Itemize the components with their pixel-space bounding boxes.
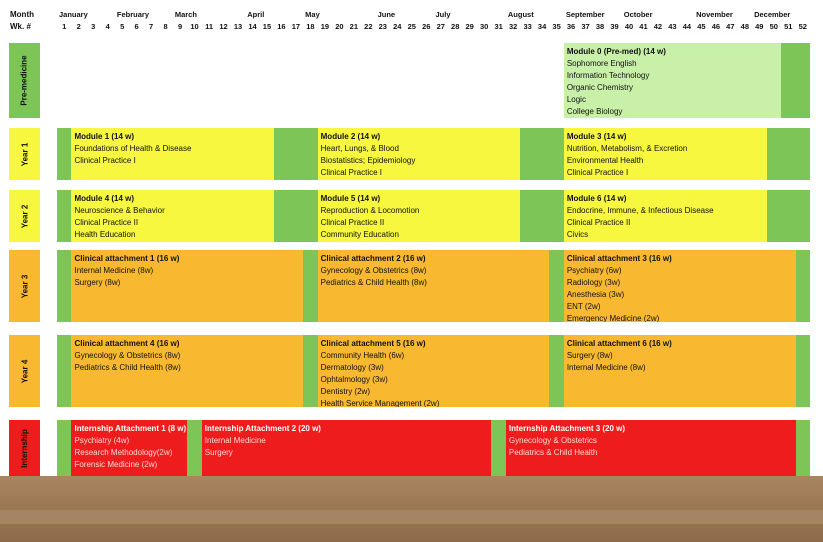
week-number: 31 bbox=[494, 22, 503, 31]
course-block bbox=[71, 250, 303, 322]
block-title: Module 4 (14 w) bbox=[74, 194, 135, 203]
week-number: 20 bbox=[335, 22, 344, 31]
week-number: 35 bbox=[552, 22, 561, 31]
row-label-2 bbox=[9, 190, 40, 242]
block-course: Biostatistics; Epidemiology bbox=[320, 156, 416, 165]
block-course: Clinical Practice I bbox=[566, 168, 629, 177]
week-number: 23 bbox=[378, 22, 387, 31]
break-period bbox=[781, 43, 810, 118]
row-label-3 bbox=[9, 250, 40, 322]
week-number: 29 bbox=[465, 22, 474, 31]
block-title: Module 3 (14 w) bbox=[566, 132, 627, 141]
block-course: College Biology bbox=[566, 107, 623, 116]
week-number: 43 bbox=[668, 22, 677, 31]
week-number: 34 bbox=[537, 22, 547, 31]
block-title: Module 6 (14 w) bbox=[566, 194, 627, 203]
week-number: 51 bbox=[784, 22, 793, 31]
course-block bbox=[202, 420, 492, 476]
block-course: Health Education bbox=[74, 230, 136, 239]
row-label-text: Pre-medicine bbox=[20, 55, 29, 106]
block-course: Gynecology & Obstetrics bbox=[508, 436, 597, 445]
week-number: 28 bbox=[451, 22, 460, 31]
month-label: January bbox=[59, 10, 88, 19]
week-number: 15 bbox=[262, 22, 272, 31]
month-label: September bbox=[565, 10, 605, 19]
block-course: Forensic Medicine (2w) bbox=[74, 460, 158, 469]
block-course: Community Health (6w) bbox=[320, 351, 405, 360]
block-course: Psychiatry (4w) bbox=[74, 436, 130, 445]
week-number: 36 bbox=[566, 22, 576, 31]
block-title: Internship Attachment 1 (8 w) bbox=[74, 424, 187, 433]
break-period bbox=[549, 335, 563, 407]
row-label-5 bbox=[9, 420, 40, 476]
week-number: 30 bbox=[480, 22, 489, 31]
month-label: February bbox=[116, 10, 150, 19]
week-number: 42 bbox=[653, 22, 663, 31]
block-title: Clinical attachment 3 (16 w) bbox=[566, 254, 672, 263]
week-number: 46 bbox=[711, 22, 721, 31]
week-number: 11 bbox=[205, 22, 214, 31]
month-label: August bbox=[507, 10, 534, 19]
week-number: 1 bbox=[62, 22, 67, 31]
break-period bbox=[187, 420, 201, 476]
block-title: Module 5 (14 w) bbox=[320, 194, 381, 203]
ground-strip bbox=[0, 476, 823, 542]
week-number: 24 bbox=[393, 22, 402, 31]
month-label: November bbox=[696, 10, 733, 19]
block-course: Dentistry (2w) bbox=[320, 387, 370, 396]
break-period bbox=[796, 335, 810, 407]
course-block bbox=[71, 420, 187, 476]
course-block bbox=[564, 190, 767, 242]
break-period bbox=[274, 190, 317, 242]
course-block bbox=[71, 128, 274, 180]
week-number: 40 bbox=[624, 22, 634, 31]
week-number: 17 bbox=[291, 22, 301, 31]
break-period bbox=[57, 420, 71, 476]
block-course: Neuroscience & Behavior bbox=[74, 206, 165, 215]
week-number: 38 bbox=[595, 22, 605, 31]
week-number: 27 bbox=[436, 22, 445, 31]
course-block bbox=[71, 190, 274, 242]
course-block bbox=[564, 335, 796, 407]
break-period bbox=[57, 128, 71, 180]
break-period bbox=[520, 190, 563, 242]
course-block bbox=[564, 128, 767, 180]
block-course: Civics bbox=[566, 230, 589, 239]
week-number: 19 bbox=[320, 22, 330, 31]
block-course: Clinical Practice I bbox=[74, 156, 136, 165]
block-title: Module 0 (Pre-med) (14 w) bbox=[566, 47, 666, 56]
week-number: 18 bbox=[306, 22, 315, 31]
week-number: 10 bbox=[190, 22, 199, 31]
week-number: 22 bbox=[364, 22, 373, 31]
break-period bbox=[491, 420, 505, 476]
block-course: Research Methodology(2w) bbox=[74, 448, 173, 457]
break-period bbox=[796, 420, 810, 476]
week-number: 45 bbox=[697, 22, 706, 31]
block-course: Internal Medicine (8w) bbox=[74, 266, 154, 275]
break-period bbox=[57, 190, 71, 242]
block-course: Clinical Practice II bbox=[320, 218, 385, 227]
week-number: 41 bbox=[639, 22, 648, 31]
block-course: Psychiatry (6w) bbox=[566, 266, 622, 275]
break-period bbox=[796, 250, 810, 322]
week-number: 49 bbox=[755, 22, 764, 31]
course-block bbox=[564, 250, 796, 322]
break-period bbox=[303, 250, 317, 322]
week-number: 2 bbox=[76, 22, 81, 31]
month-label: December bbox=[754, 10, 791, 19]
block-course: Nutrition, Metabolism, & Excretion bbox=[566, 144, 688, 153]
week-number: 16 bbox=[277, 22, 286, 31]
block-course: Internal Medicine (8w) bbox=[566, 363, 646, 372]
week-number: 4 bbox=[105, 22, 110, 31]
block-course: Anesthesia (3w) bbox=[566, 290, 625, 299]
block-title: Internship Attachment 3 (20 w) bbox=[508, 424, 626, 433]
week-number: 26 bbox=[422, 22, 431, 31]
block-course: Surgery (8w) bbox=[566, 351, 613, 360]
row-label-1 bbox=[9, 128, 40, 180]
month-label: May bbox=[305, 10, 320, 19]
month-label: October bbox=[623, 10, 653, 19]
week-number: 37 bbox=[581, 22, 590, 31]
block-course: Heart, Lungs, & Blood bbox=[320, 144, 399, 153]
block-course: Logic bbox=[566, 95, 586, 104]
week-number: 3 bbox=[91, 22, 96, 31]
block-course: Clinical Practice II bbox=[566, 218, 631, 227]
course-block bbox=[318, 190, 521, 242]
block-course: Pediatrics & Child Health (8w) bbox=[320, 278, 427, 287]
break-period bbox=[767, 190, 810, 242]
course-block bbox=[318, 250, 550, 322]
week-number: 52 bbox=[798, 22, 807, 31]
month-label: April bbox=[247, 10, 265, 19]
block-course: Endocrine, Immune, & Infectious Disease bbox=[566, 206, 714, 215]
week-number: 7 bbox=[149, 22, 154, 31]
week-number: 50 bbox=[769, 22, 778, 31]
block-course: Information Technology bbox=[566, 71, 650, 80]
row-label-4 bbox=[9, 335, 40, 407]
week-number: 44 bbox=[682, 22, 692, 31]
week-number: 21 bbox=[349, 22, 359, 31]
month-header-label: Month bbox=[10, 10, 34, 19]
block-course: Surgery (8w) bbox=[74, 278, 121, 287]
block-course: Gynecology & Obstetrics (8w) bbox=[320, 266, 427, 275]
block-course: ENT (2w) bbox=[566, 302, 601, 311]
course-block bbox=[564, 43, 781, 118]
row-label-text: Internship bbox=[20, 428, 30, 468]
block-course: Organic Chemistry bbox=[566, 83, 634, 92]
break-period bbox=[303, 335, 317, 407]
break-period bbox=[274, 128, 317, 180]
week-number: 47 bbox=[726, 22, 735, 31]
block-course: Community Education bbox=[320, 230, 399, 239]
week-number: 6 bbox=[134, 22, 139, 31]
block-course: Pediatrics & Child Health (8w) bbox=[74, 363, 181, 372]
month-label: March bbox=[174, 10, 197, 19]
block-title: Module 1 (14 w) bbox=[74, 132, 135, 141]
block-course: Radiology (3w) bbox=[566, 278, 621, 287]
break-period bbox=[57, 250, 71, 322]
week-number: 14 bbox=[248, 22, 257, 31]
block-course: Dermatology (3w) bbox=[320, 363, 384, 372]
break-period bbox=[57, 335, 71, 407]
week-number: 12 bbox=[219, 22, 228, 31]
row-label-text: Year 2 bbox=[19, 204, 29, 228]
block-title: Clinical attachment 1 (16 w) bbox=[74, 254, 180, 263]
week-number: 32 bbox=[508, 22, 518, 31]
month-label: July bbox=[435, 10, 451, 19]
block-title: Module 2 (14 w) bbox=[320, 132, 381, 141]
row-label-0 bbox=[9, 43, 40, 118]
block-title: Clinical attachment 4 (16 w) bbox=[74, 339, 180, 348]
week-number: 9 bbox=[177, 22, 183, 31]
week-number: 8 bbox=[163, 22, 168, 31]
block-course: Environmental Health bbox=[566, 156, 644, 165]
block-course: Pediatrics & Child Health bbox=[508, 448, 598, 457]
block-title: Clinical attachment 6 (16 w) bbox=[566, 339, 672, 348]
block-course: Clinical Practice II bbox=[74, 218, 139, 227]
week-number: 48 bbox=[740, 22, 749, 31]
block-course: Sophomore English bbox=[566, 59, 637, 68]
block-course: Gynecology & Obstetrics (8w) bbox=[74, 351, 181, 360]
row-label-text: Year 4 bbox=[19, 359, 29, 383]
course-block bbox=[71, 335, 303, 407]
block-course: Health Service Management (2w) bbox=[320, 399, 440, 407]
week-number: 13 bbox=[233, 22, 243, 31]
break-period bbox=[549, 250, 563, 322]
course-block bbox=[318, 335, 550, 407]
block-course: Internal Medicine bbox=[204, 436, 266, 445]
block-title: Internship Attachment 2 (20 w) bbox=[204, 424, 321, 433]
block-course: Reproduction & Locomotion bbox=[320, 206, 420, 215]
block-course: Surgery bbox=[204, 448, 233, 457]
week-number: 5 bbox=[120, 22, 125, 31]
block-course: Foundations of Health & Disease bbox=[74, 144, 192, 153]
block-title: Clinical attachment 5 (16 w) bbox=[320, 339, 426, 348]
break-period bbox=[767, 128, 810, 180]
block-title: Clinical attachment 2 (16 w) bbox=[320, 254, 426, 263]
course-block bbox=[506, 420, 796, 476]
course-block bbox=[318, 128, 521, 180]
week-number: 25 bbox=[407, 22, 416, 31]
week-number: 33 bbox=[523, 22, 532, 31]
block-course: Clinical Practice I bbox=[320, 168, 382, 177]
block-course: Ophtalmology (3w) bbox=[320, 375, 388, 384]
week-header-label: Wk. # bbox=[10, 22, 31, 31]
block-course: Emergency Medicine (2w) bbox=[566, 314, 660, 322]
row-label-text: Year 3 bbox=[19, 274, 29, 298]
week-number: 39 bbox=[610, 22, 619, 31]
row-label-text: Year 1 bbox=[19, 142, 29, 166]
month-label: June bbox=[377, 10, 396, 19]
break-period bbox=[520, 128, 563, 180]
